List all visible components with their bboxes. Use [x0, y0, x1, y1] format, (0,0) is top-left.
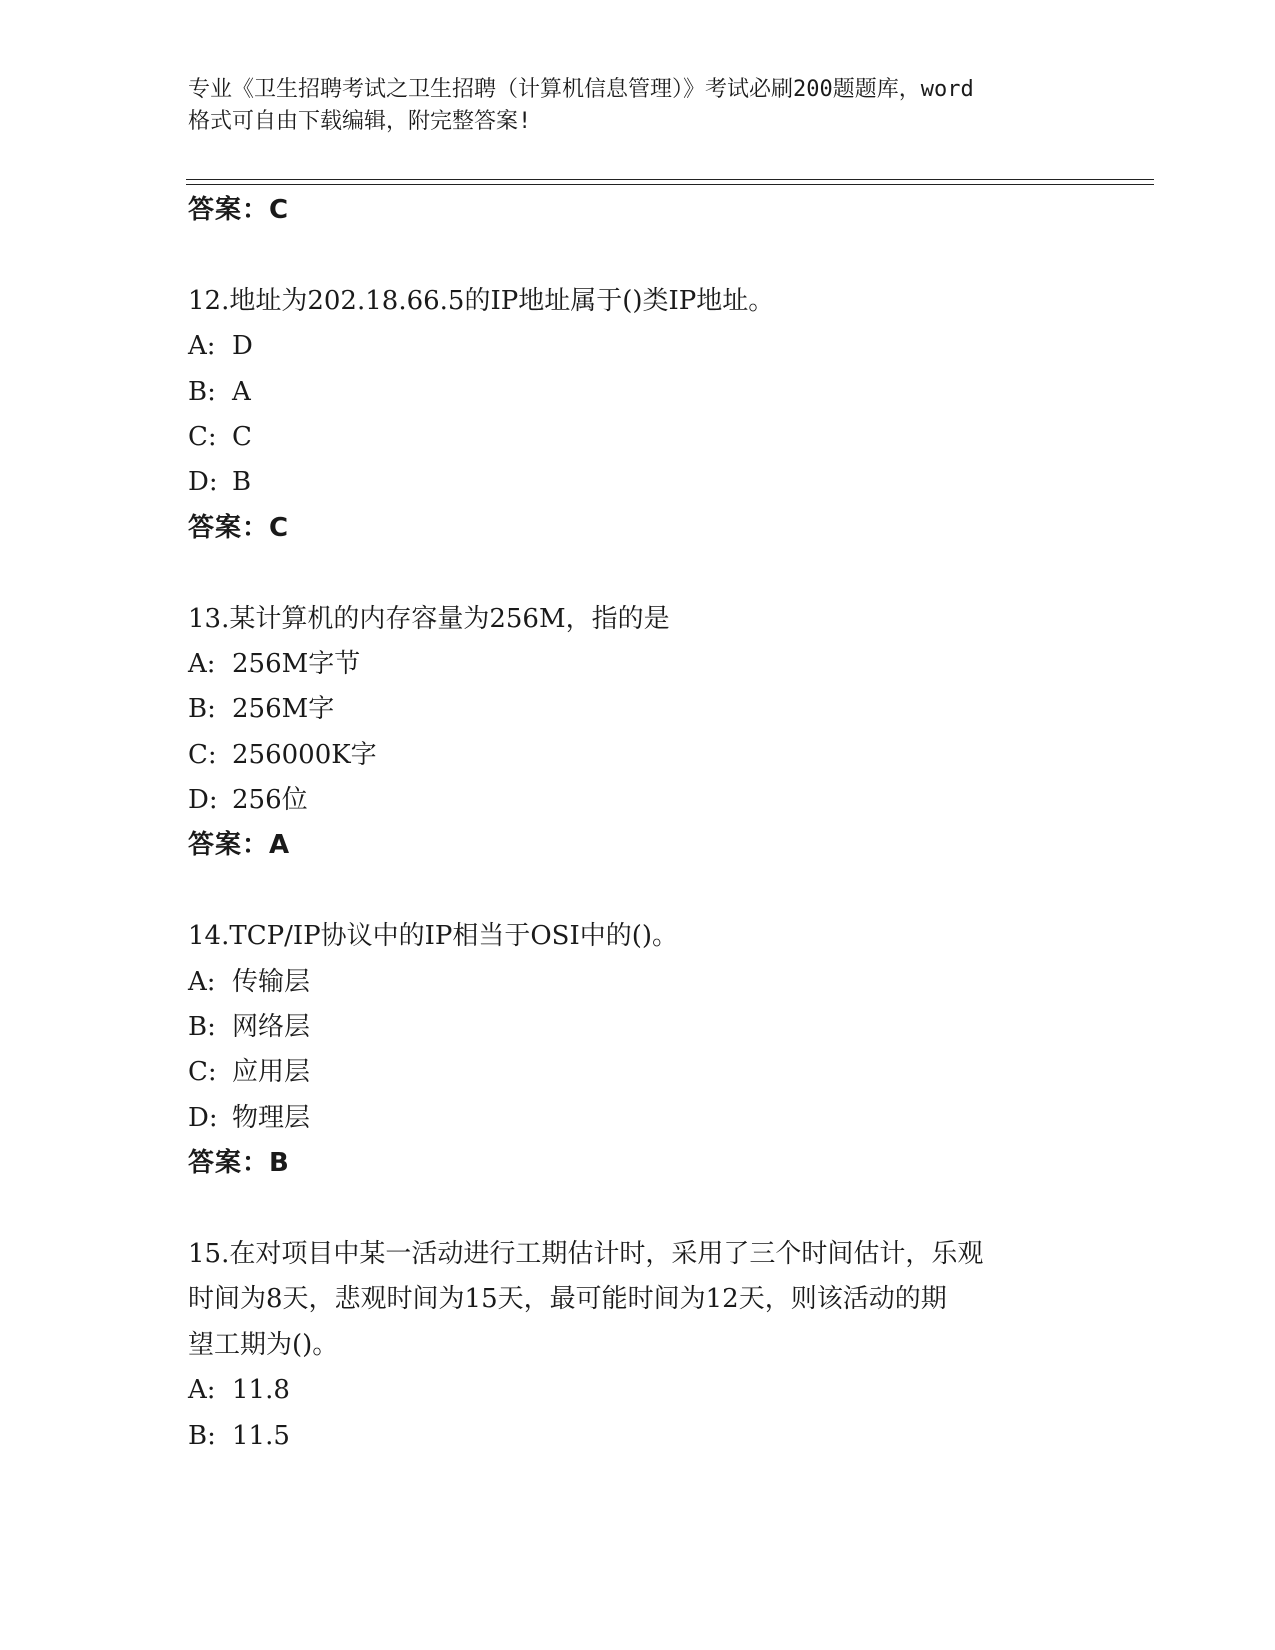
- question-stem-line-2: 时间为8天，悲观时间为15天，最可能时间为12天，则该活动的期: [188, 1284, 947, 1315]
- spacer: [188, 233, 1088, 278]
- option-label: D:: [188, 467, 218, 498]
- question-stem-line-1: 15.在对项目中某一活动进行工期估计时，采用了三个时间估计，乐观: [188, 1238, 984, 1269]
- option-label: B:: [188, 1012, 216, 1043]
- option-label: B:: [188, 1420, 216, 1451]
- header-line-2: 格式可自由下载编辑，附完整答案!: [188, 109, 532, 134]
- spacer: [188, 869, 1088, 914]
- question-stem-line-3: 望工期为()。: [188, 1329, 339, 1360]
- option-text: 256M字节: [232, 648, 361, 679]
- option-label: C:: [188, 1057, 217, 1088]
- option-label: D:: [188, 785, 218, 816]
- option-text: 传输层: [232, 966, 311, 997]
- option-label: A:: [188, 648, 216, 679]
- option-text: D: [232, 331, 253, 362]
- answer: 答案：A: [188, 830, 291, 861]
- question-stem: 14.TCP/IP协议中的IP相当于OSI中的()。: [188, 921, 679, 952]
- option-label: C:: [188, 421, 217, 452]
- option-d: [188, 460, 1088, 505]
- question-stem: 12.地址为202.18.66.5的IP地址属于()类IP地址。: [188, 285, 775, 316]
- option-text: 物理层: [232, 1102, 311, 1133]
- document-header: [188, 74, 1088, 138]
- answer: 答案：B: [188, 1148, 290, 1179]
- option-label: B:: [188, 694, 216, 725]
- option-text: 256000K字: [232, 739, 377, 770]
- option-d: [188, 778, 1088, 823]
- option-a: [188, 960, 1088, 1005]
- option-b: [188, 687, 1088, 732]
- option-d: [188, 1096, 1088, 1141]
- question-14: [188, 914, 1088, 1186]
- answer: 答案：C: [188, 512, 290, 543]
- question-13: [188, 597, 1088, 869]
- question-stem: 13.某计算机的内存容量为256M，指的是: [188, 603, 670, 634]
- option-a: [188, 642, 1088, 687]
- option-a: [188, 324, 1088, 369]
- option-text: 应用层: [232, 1057, 311, 1088]
- option-label: A:: [188, 331, 216, 362]
- header-line-1: 专业《卫生招聘考试之卫生招聘（计算机信息管理）》考试必刷200题题库，word: [188, 77, 974, 102]
- option-label: B:: [188, 376, 216, 407]
- option-label: D:: [188, 1102, 218, 1133]
- option-c: [188, 1050, 1088, 1095]
- option-a: [188, 1368, 1088, 1413]
- option-c: [188, 415, 1088, 460]
- option-label: A:: [188, 1375, 216, 1406]
- header-rule-top: [186, 179, 1154, 180]
- option-text: C: [232, 421, 252, 452]
- option-text: B: [232, 467, 252, 498]
- option-b: [188, 1414, 1088, 1459]
- option-b: [188, 370, 1088, 415]
- question-12: [188, 279, 1088, 551]
- question-15: [188, 1232, 1088, 1459]
- option-text: 256M字: [232, 694, 335, 725]
- option-label: C:: [188, 739, 217, 770]
- option-text: 11.8: [232, 1375, 290, 1406]
- previous-answer: 答案：C: [188, 195, 290, 225]
- spacer: [188, 1187, 1088, 1232]
- option-text: 11.5: [232, 1420, 290, 1451]
- option-text: 256位: [232, 785, 308, 816]
- option-text: A: [232, 376, 251, 407]
- option-text: 网络层: [232, 1012, 311, 1043]
- spacer: [188, 551, 1088, 596]
- question-list: [188, 188, 1088, 1459]
- option-c: [188, 733, 1088, 778]
- option-b: [188, 1005, 1088, 1050]
- header-rule-bottom: [186, 184, 1154, 185]
- option-label: A:: [188, 966, 216, 997]
